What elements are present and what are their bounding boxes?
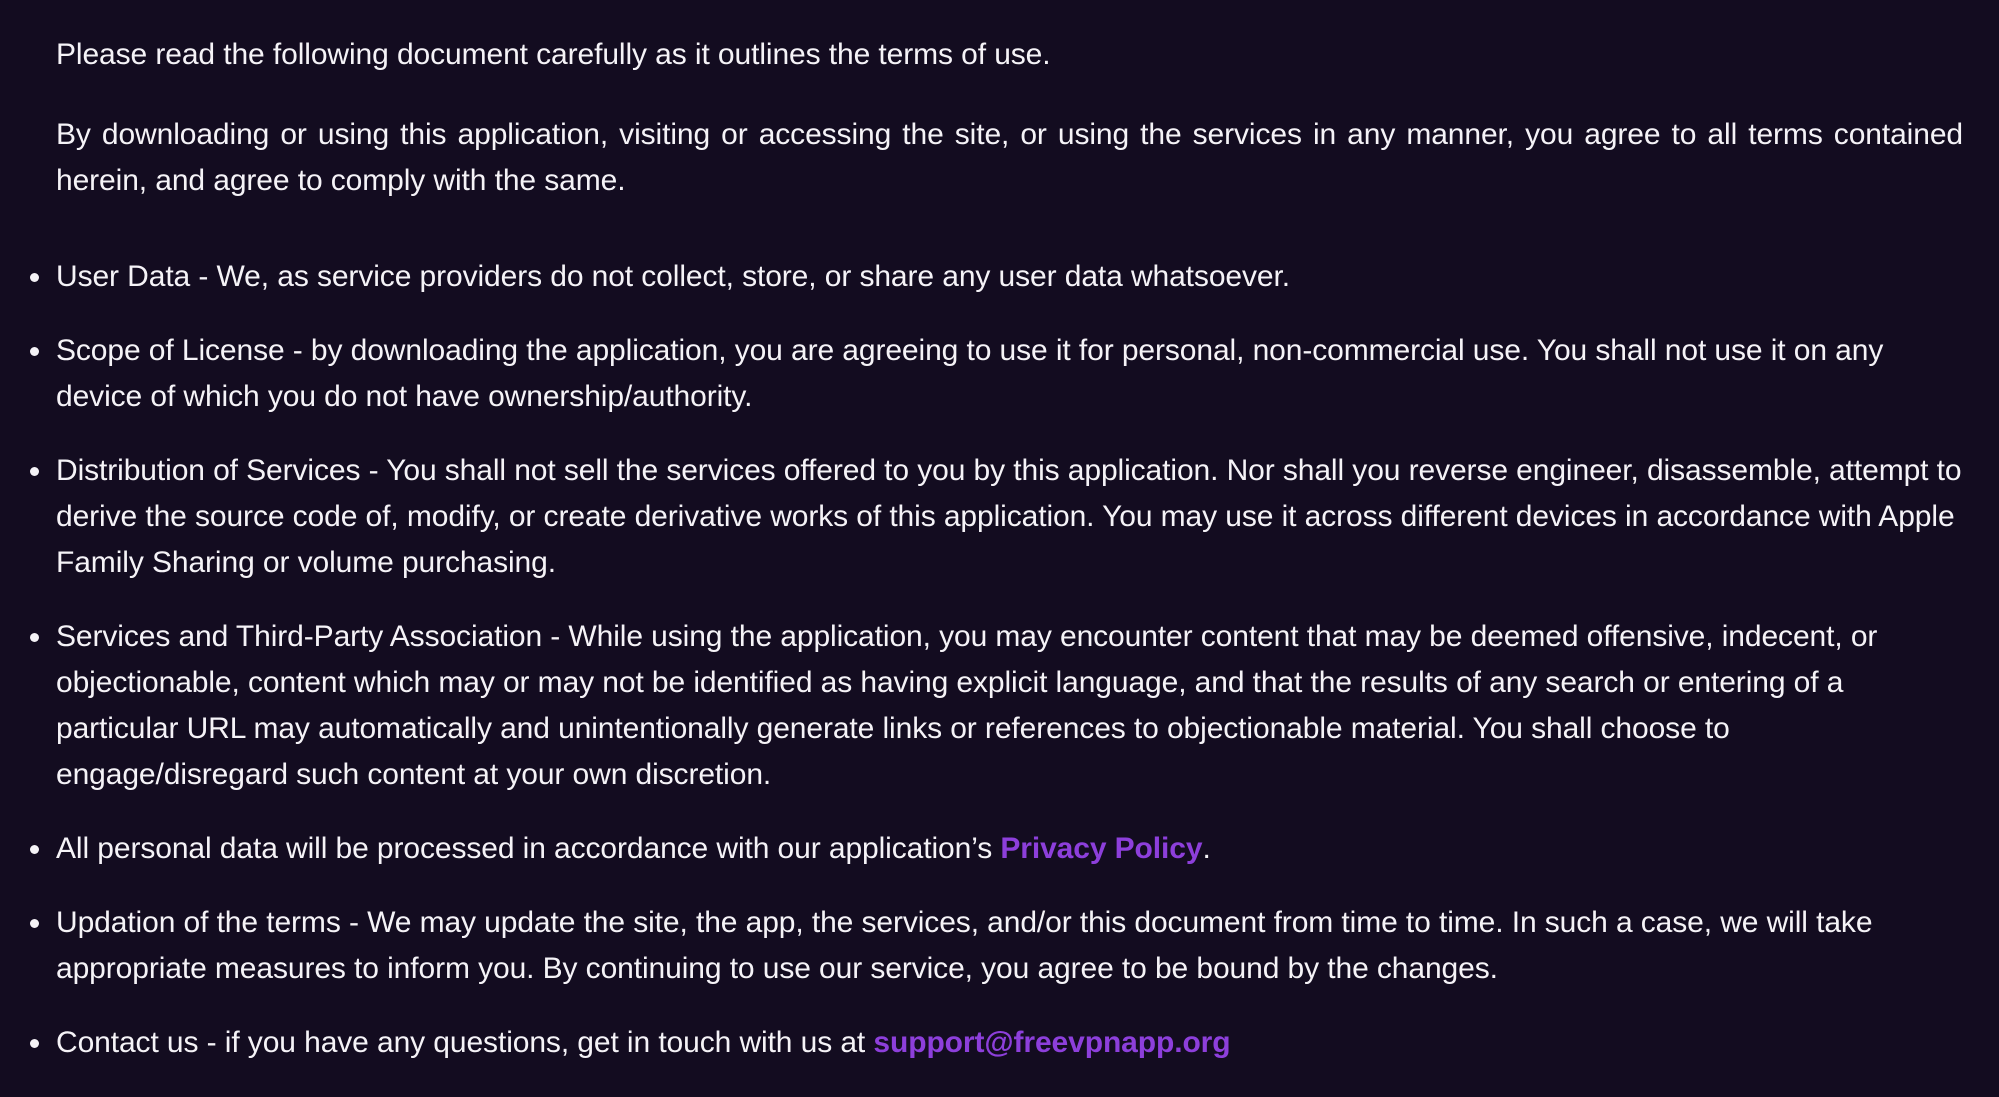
term-updation — [56, 900, 1963, 992]
term-text: . — [1202, 832, 1211, 865]
term-text: Distribution of Services - You shall not sell the services offered to you by this application. Nor shall you reverse engineer, disassemble, attempt to derive the source code of, modify, or create derivative works of this application. You may use it across different devices in accordance with Apple Family Sharing or volume purchasing. — [56, 454, 1962, 579]
bullet-icon — [30, 1039, 39, 1048]
term-text: Scope of License - by downloading the application, you are agreeing to use it for personal, non-commercial use. You shall not use it on any device of which you do not have ownership/authority. — [56, 334, 1884, 413]
bullet-icon — [30, 633, 39, 642]
term-text: Contact us - if you have any questions, get in touch with us at — [56, 1026, 874, 1059]
term-text: All personal data will be processed in accordance with our application’s — [56, 832, 1001, 865]
privacy-policy-link[interactable]: Privacy Policy — [1000, 832, 1203, 865]
term-text: User Data - We, as service providers do not collect, store, or share any user data whatsoever. — [56, 260, 1290, 293]
term-contact-us — [56, 1020, 1963, 1066]
term-text: Updation of the terms - We may update the site, the app, the services, and/or this document from time to time. In such a case, we will take appropriate measures to inform you. By continuing to use our service, you agree to be bound by the changes. — [56, 906, 1873, 985]
bullet-icon — [30, 919, 39, 928]
term-distribution-of-services — [56, 448, 1963, 586]
bullet-icon — [30, 273, 39, 282]
intro-paragraph: Please read the following document carefully as it outlines the terms of use. — [56, 38, 1051, 71]
term-scope-of-license — [56, 328, 1963, 420]
agreement-paragraph: By downloading or using this application, visiting or accessing the site, or using the services in any manner, you agree to all terms contained herein, and agree to comply with the same. — [56, 118, 1963, 197]
term-personal-data — [56, 826, 1963, 872]
bullet-icon — [30, 347, 39, 356]
bullet-icon — [30, 845, 39, 854]
term-third-party-association — [56, 614, 1963, 798]
term-text: Services and Third-Party Association - While using the application, you may encounter content that may be deemed offensive, indecent, or objectionable, content which may or may not be identified as having explicit language, and that the results of any search or entering of a particular URL may automatically and unintentionally generate links or references to objectionable material. You shall choose to engage/disregard such content at your own discretion. — [56, 620, 1878, 791]
support-email-link[interactable]: support@freevpnapp.org — [873, 1026, 1231, 1059]
terms-list — [56, 254, 1963, 1066]
term-user-data — [56, 254, 1963, 300]
bullet-icon — [30, 467, 39, 476]
